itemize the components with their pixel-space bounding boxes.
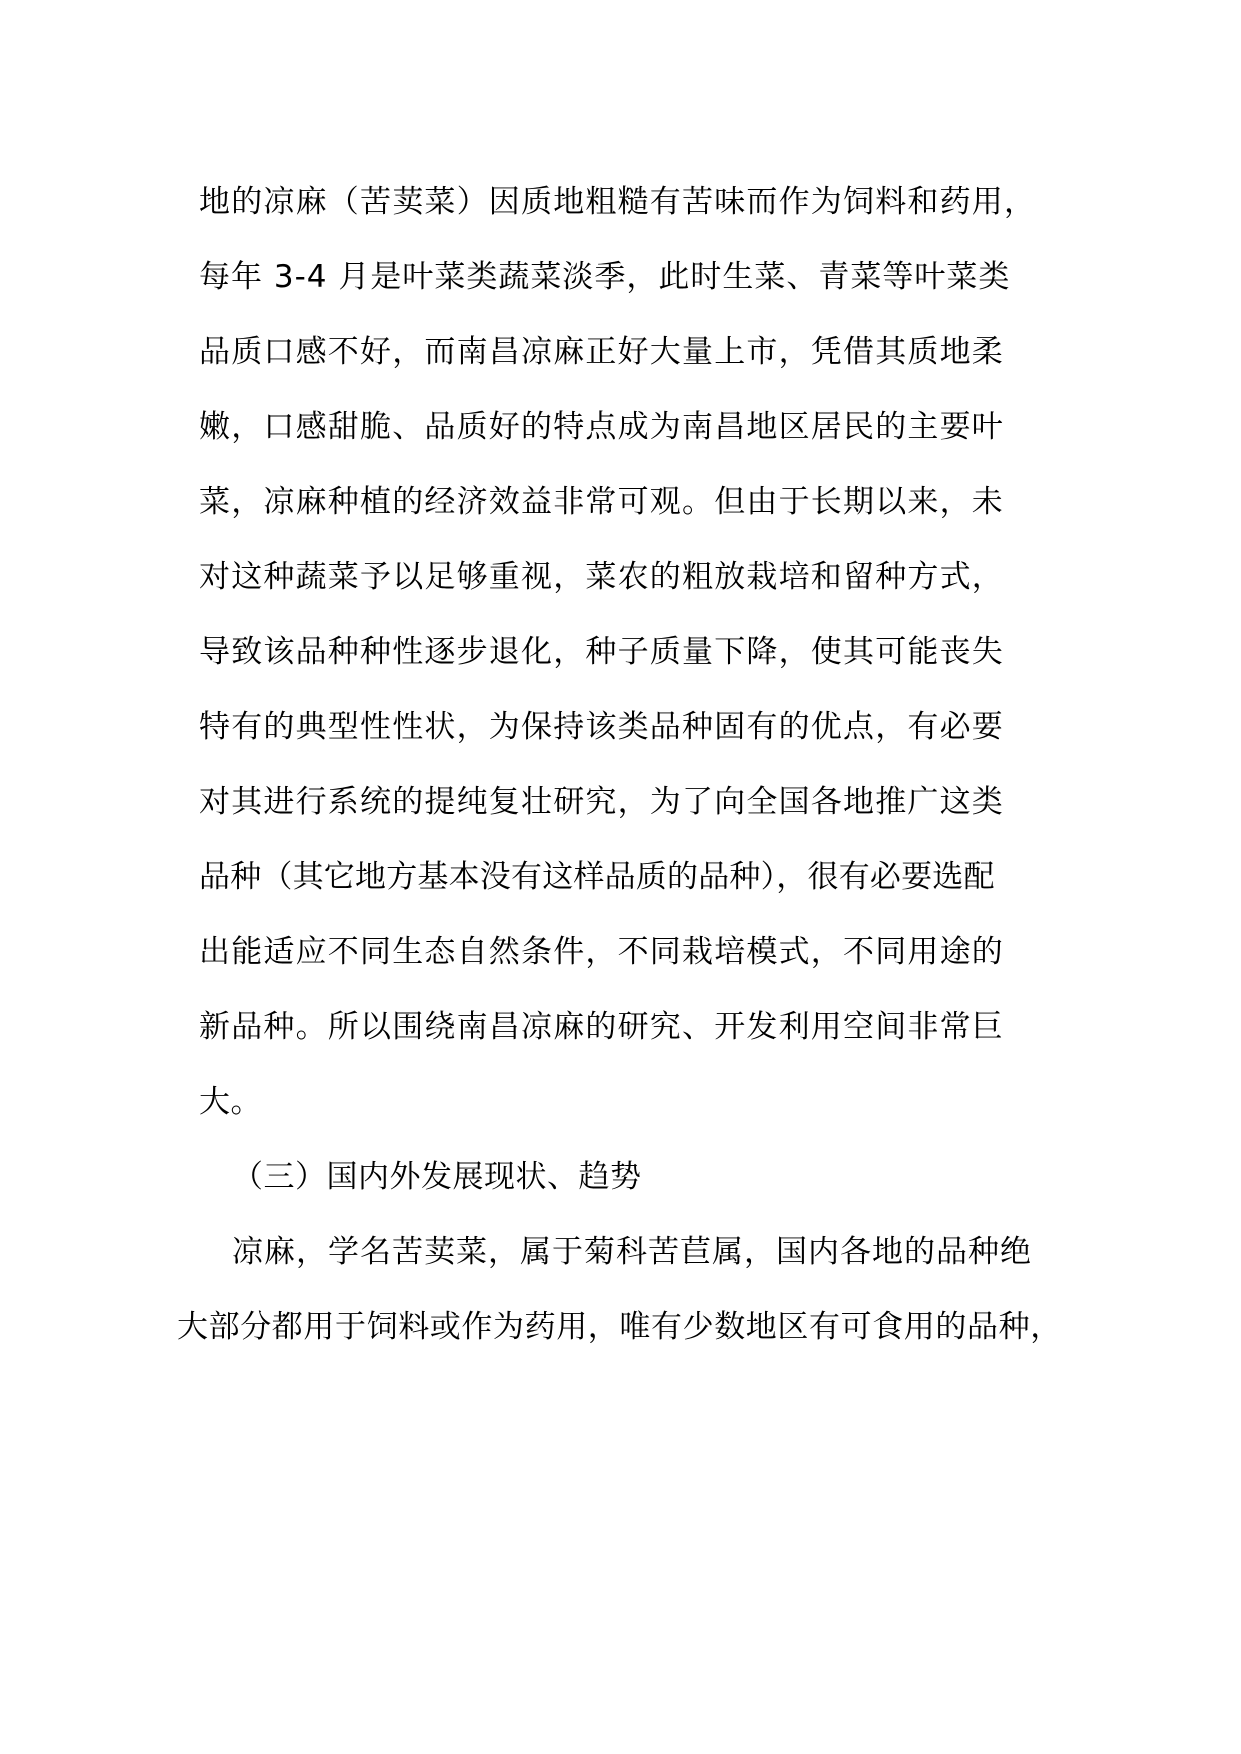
- body-text-line: 凉麻，学名苦荬菜，属于菊科苦苣属，国内各地的品种绝: [232, 1234, 1032, 1270]
- body-text-line: 出能适应不同生态自然条件，不同栽培模式，不同用途的: [199, 934, 1004, 970]
- body-text-line: 新品种。所以围绕南昌凉麻的研究、开发利用空间非常巨: [199, 1009, 1004, 1045]
- body-text-line: 大。: [199, 1084, 262, 1120]
- body-text-line: 对这种蔬菜予以足够重视，菜农的粗放栽培和留种方式，: [199, 559, 1004, 595]
- section-heading: （三）国内外发展现状、趋势: [232, 1159, 642, 1195]
- body-text-line: 每年 3-4 月是叶菜类蔬菜淡季，此时生菜、青菜等叶菜类: [199, 259, 1011, 295]
- body-text-line: 品质口感不好，而南昌凉麻正好大量上市，凭借其质地柔: [199, 334, 1004, 370]
- body-text-line: 嫩，口感甜脆、品质好的特点成为南昌地区居民的主要叶: [199, 409, 1004, 445]
- body-text-line: 导致该品种种性逐步退化，种子质量下降，使其可能丧失: [199, 634, 1004, 670]
- body-text-line: 特有的典型性性状，为保持该类品种固有的优点，有必要: [199, 709, 1004, 745]
- body-text-line: 对其进行系统的提纯复壮研究，为了向全国各地推广这类: [199, 784, 1004, 820]
- body-text-line: 大部分都用于饲料或作为药用，唯有少数地区有可食用的品种，: [177, 1309, 1062, 1345]
- body-text-line: 菜，凉麻种植的经济效益非常可观。但由于长期以来，未: [199, 484, 1004, 520]
- body-text-line: 品种（其它地方基本没有这样品质的品种），很有必要选配: [199, 859, 995, 895]
- body-text-line: 地的凉麻（苦荬菜）因质地粗糙有苦味而作为饲料和药用，: [199, 184, 1037, 220]
